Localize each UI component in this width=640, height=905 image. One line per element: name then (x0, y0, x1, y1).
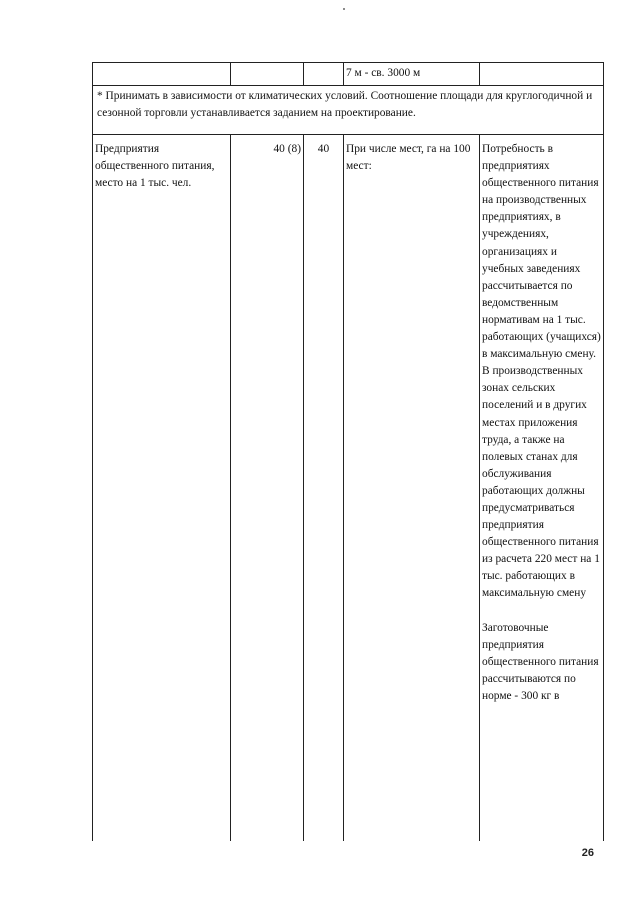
notes-paragraph-1: Потребность в предприятиях общественного питания на производственных предприятиях, в учреждениях, организациях и учебных заведениях рассчитывается по ведомственным нормативам на 1 тыс. работающих (учащихся) в максимальную смену. (482, 143, 601, 361)
norm-value-2-cell: 40 (304, 135, 344, 842)
cell-top-3 (304, 63, 344, 86)
notes-paragraph-3: Заготовочные предприятия общественного питания рассчитываются по норме - 300 кг в (482, 621, 599, 702)
notes-cell (480, 135, 604, 842)
cell-top-1 (93, 63, 231, 86)
facility-name-cell: Предприятия общественного питания, место на 1 тыс. чел. (93, 135, 231, 842)
scan-dot (343, 8, 345, 10)
cell-top-2 (231, 63, 304, 86)
paragraph-gap (482, 603, 601, 620)
cell-top-5 (480, 63, 604, 86)
table-row-main (93, 135, 604, 842)
land-area-cell: При числе мест, га на 100 мест: (344, 135, 480, 842)
footnote-text: * Принимать в зависимости от климатических условий. Соотношение площади для круглогодичной и сезонной торговли устанавливается заданием на проектирование. (93, 86, 604, 135)
page-number: 26 (581, 847, 594, 859)
table-row-top (93, 63, 604, 86)
notes-paragraph-2: В производственных зонах сельских поселений и в других местах приложения труда, а также на полевых станах для обслуживания работающих должны предусматриваться предприятия общественного питания из расчета 220 мест на 1 тыс. работающих в максимальную смену (482, 365, 600, 600)
norm-value-cell: 40 (8) (231, 135, 304, 842)
cell-top-4: 7 м - св. 3000 м (344, 63, 480, 86)
norms-table (92, 62, 604, 841)
table-row-note (93, 86, 604, 135)
